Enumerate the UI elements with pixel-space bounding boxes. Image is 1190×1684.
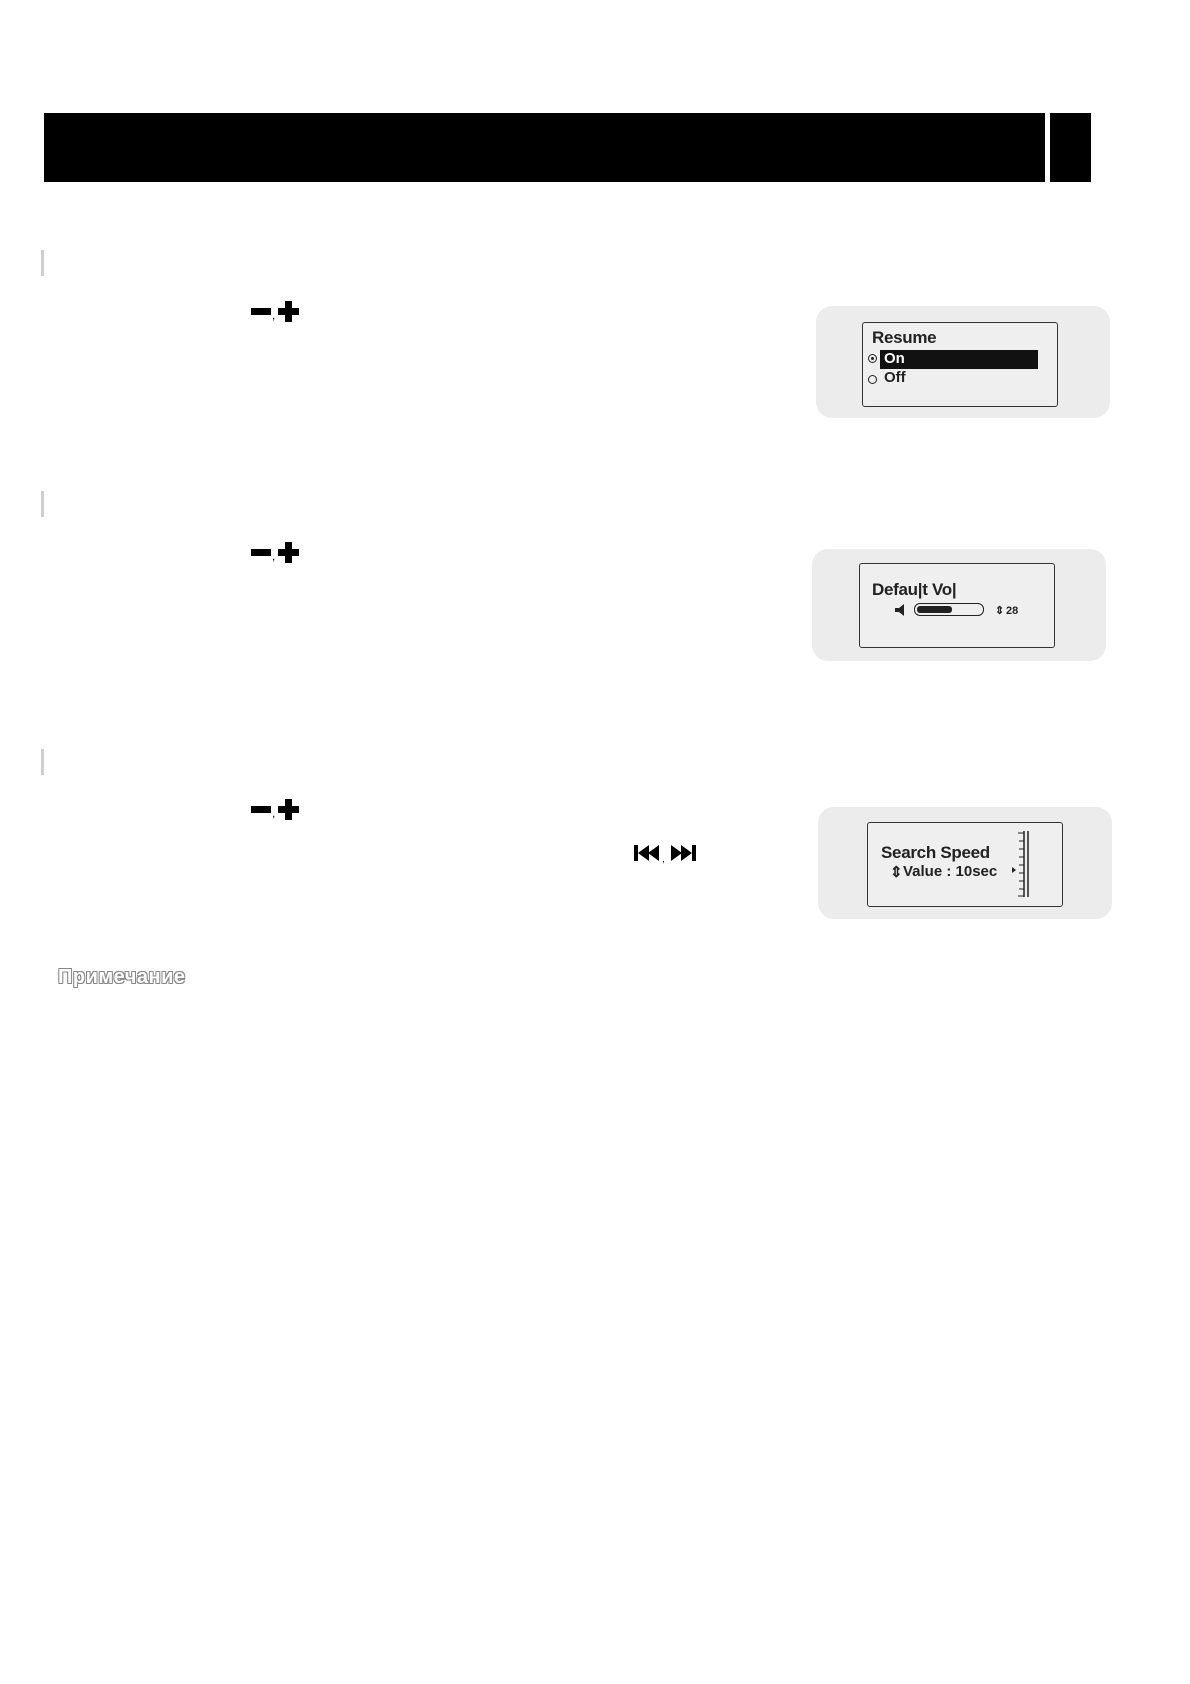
minus-plus-icon: , [251,798,301,820]
default-vol-screen-card [812,549,1106,661]
resume-screen-card [816,306,1110,418]
section-marker [41,749,44,775]
minus-icon [251,308,271,315]
search-speed-lcd [867,822,1063,907]
radio-selected-icon [868,354,877,363]
selected-option [880,350,1038,369]
option-on: On [884,350,905,367]
resume-lcd [862,322,1058,407]
section-marker [41,491,44,517]
header-bar [44,113,1045,182]
default-vol-title: Defau|t Vo| [872,580,957,599]
up-down-arrow-icon: ⇕ [890,864,903,881]
volume-level [917,606,952,613]
default-vol-lcd [859,563,1055,648]
resume-title: Resume [872,328,937,347]
prev-next-skip-icon [634,842,704,864]
header-tab [1050,113,1091,182]
svg-text:,: , [662,854,665,864]
minus-plus-icon: , [251,541,301,563]
speaker-icon [894,603,908,617]
up-down-arrow-icon: ⇕ [995,605,1005,617]
search-speed-value: Value : 10sec [903,863,998,880]
radio-icon [868,375,877,384]
speed-scale-icon [1010,829,1034,899]
volume-bar [914,603,984,616]
volume-value: 28 [1006,605,1019,617]
option-off: Off [884,369,906,386]
section-marker [41,250,44,276]
search-speed-screen-card [818,807,1112,919]
minus-icon [251,549,271,556]
minus-icon [251,806,271,813]
search-speed-title: Search Speed [881,843,990,862]
note-title: Примечание [58,966,186,988]
minus-plus-icon: , [251,300,301,322]
